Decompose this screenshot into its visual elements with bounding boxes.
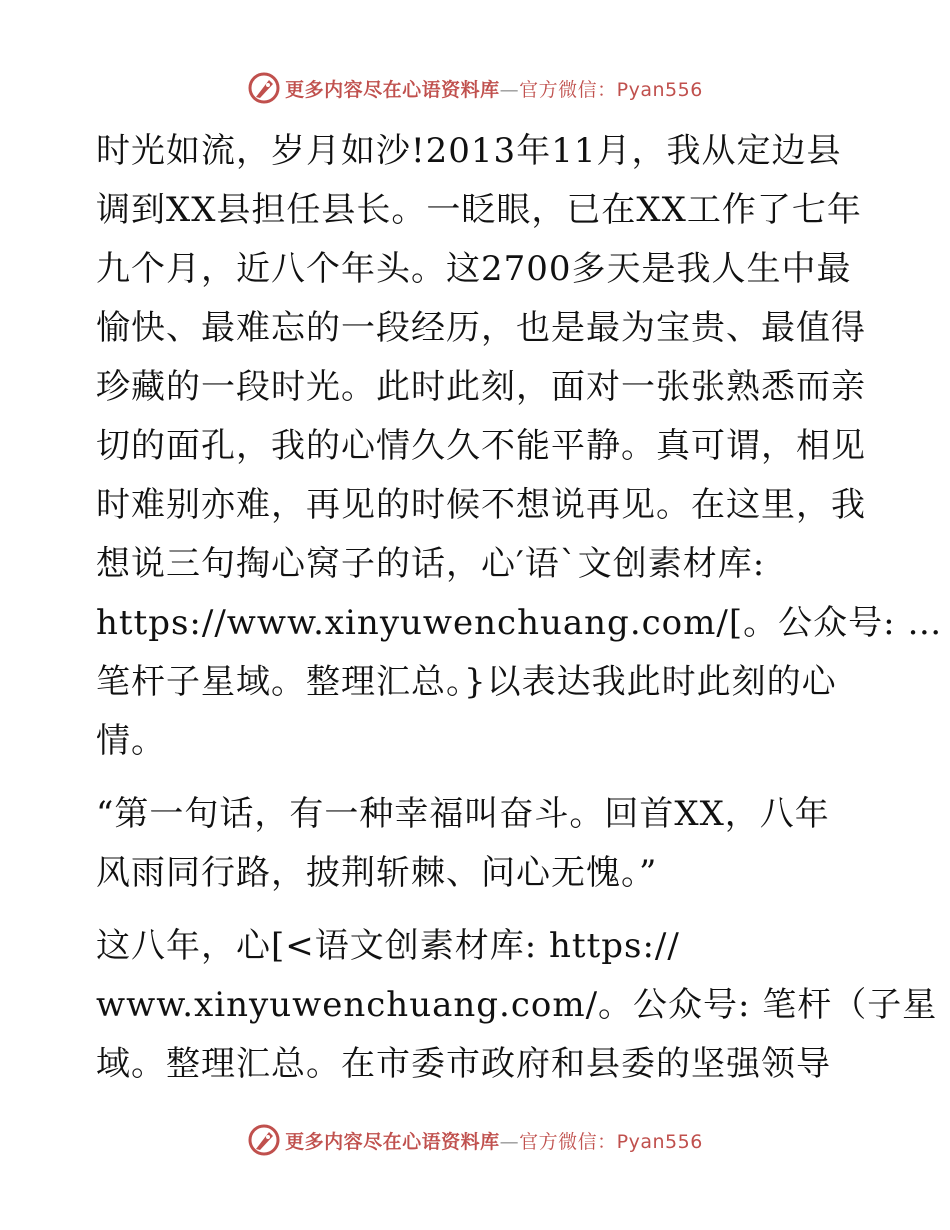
pen-nib-logo-icon: [247, 1123, 281, 1157]
footer-banner: [0, 1120, 950, 1160]
banner-text: 更多内容尽在心语资料库—官方微信：Pyan556: [285, 1130, 703, 1153]
document-body: [96, 122, 943, 1094]
paragraph: [96, 122, 943, 771]
paragraph: [96, 917, 938, 1094]
text-line: 时光如流，岁月如沙!2013年11月，我从定边县: [96, 131, 842, 171]
text-line: 这八年，心[<语文创素材库: https://: [96, 926, 680, 966]
text-line: 想说三句掏心窝子的话，心′语`文创素材库:: [96, 544, 766, 584]
text-line: 调到XX县担任县长。一眨眼，已在XX工作了七年: [96, 190, 862, 230]
text-line: 风雨同行路，披荆斩棘、问心无愧。”: [96, 853, 658, 893]
banner-text: 更多内容尽在心语资料库—官方微信：Pyan556: [285, 78, 703, 101]
text-line: 时难别亦难，再见的时候不想说再见。在这里，我: [96, 485, 866, 525]
text-line: 笔杆子星域。整理汇总。}以表达我此时此刻的心: [96, 662, 837, 702]
text-line: 情。: [96, 721, 166, 761]
text-line: 珍藏的一段时光。此时此刻，面对一张张熟悉而亲: [96, 367, 866, 407]
text-line: 切的面孔，我的心情久久不能平静。真可谓，相见: [96, 426, 866, 466]
header-banner: [0, 68, 950, 108]
text-line: https://www.xinyuwenchuang.com/[。公众号: …: [96, 603, 943, 643]
paragraph: [96, 785, 848, 903]
text-line: 域。整理汇总。在市委市政府和县委的坚强领导: [96, 1044, 831, 1084]
pen-nib-logo-icon: [247, 71, 281, 105]
text-line: 九个月，近八个年头。这2700多天是我人生中最: [96, 249, 852, 289]
text-line: “第一句话，有一种幸福叫奋斗。回首XX，八年: [96, 794, 830, 834]
text-line: www.xinyuwenchuang.com/。公众号: 笔杆（子星: [96, 985, 938, 1025]
text-line: 愉快、最难忘的一段经历，也是最为宝贵、最值得: [96, 308, 866, 348]
